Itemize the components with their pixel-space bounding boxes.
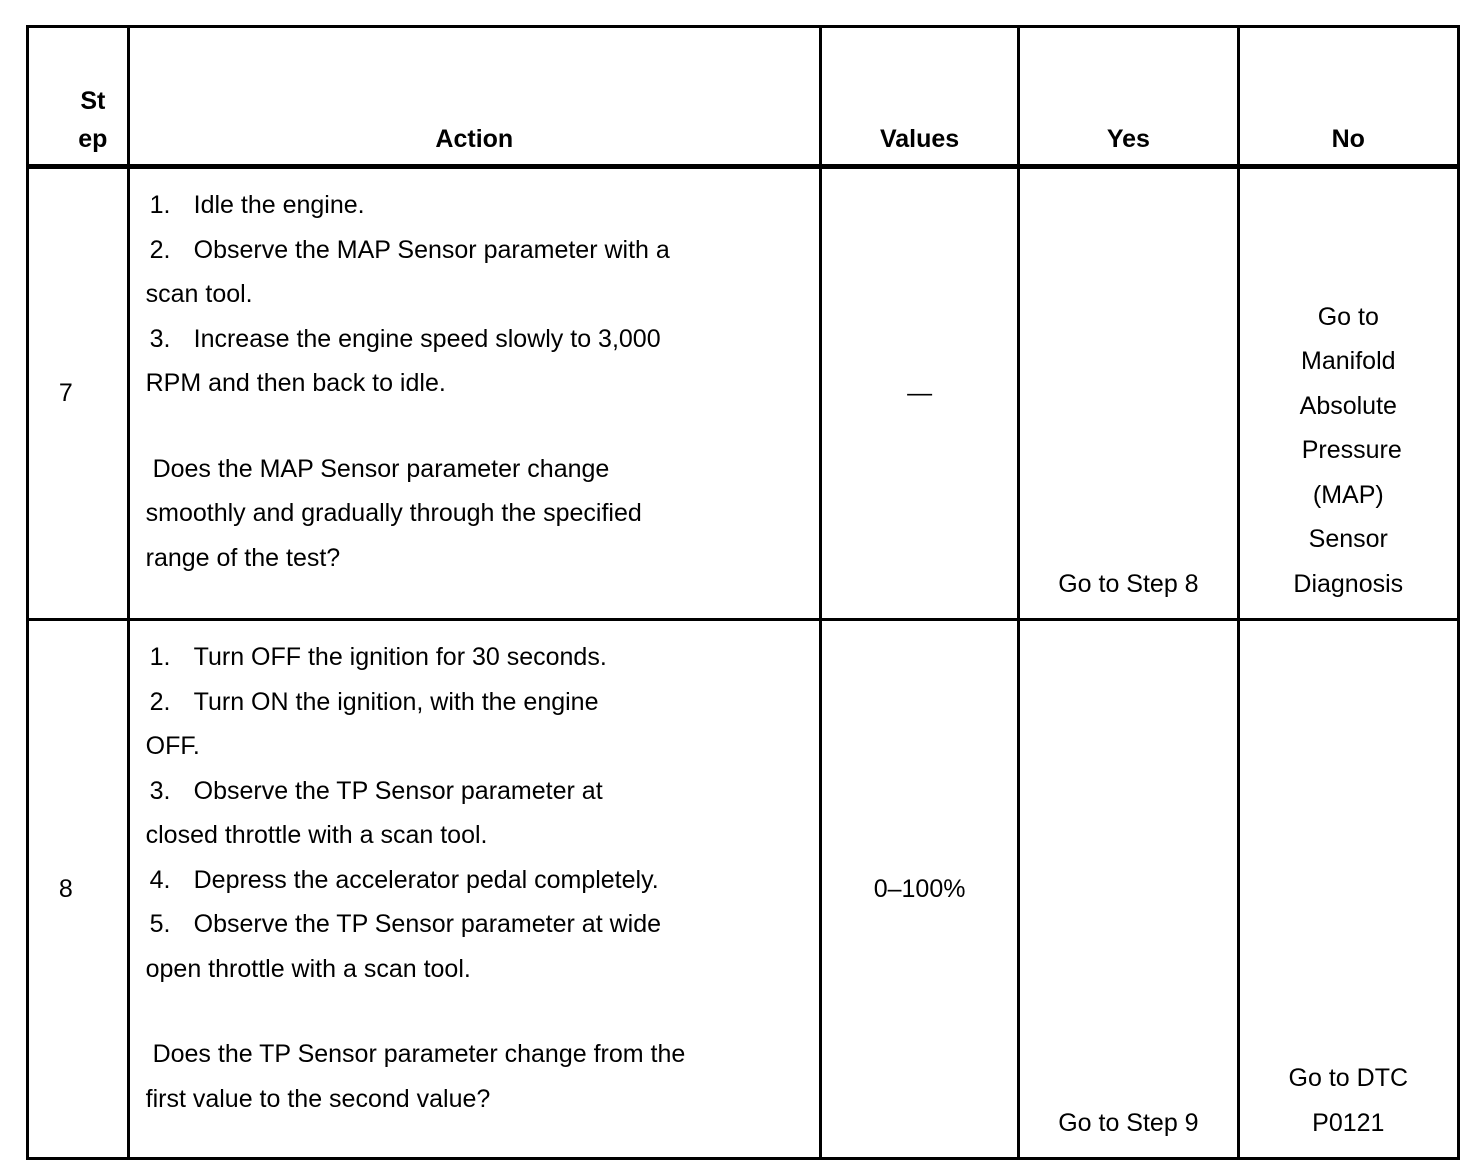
action-item-continuation: open throttle with a scan tool.	[145, 954, 471, 983]
action-question: Does the TP Sensor parameter change from the first value to the second value?	[145, 1040, 686, 1113]
values-cell: —	[820, 167, 1018, 620]
header-action: Action	[128, 27, 820, 167]
header-step: St ep	[28, 27, 129, 167]
action-question: Does the MAP Sensor parameter change smoothly and gradually through the specified range of the test?	[145, 454, 642, 572]
step-number: 8	[28, 620, 129, 1159]
yes-cell: Go to Step 8	[1019, 167, 1238, 620]
action-item-continuation: closed throttle with a scan tool.	[145, 821, 488, 849]
step-number: 7	[28, 167, 129, 620]
action-item: 1. Idle the engine.	[149, 191, 365, 219]
action-item: 3. Observe the TP Sensor parameter at	[149, 776, 603, 805]
values-cell: 0–100%	[820, 620, 1018, 1159]
action-item: 5. Observe the TP Sensor parameter at wide	[149, 910, 661, 938]
header-no: No	[1238, 27, 1458, 167]
header-row	[28, 27, 1459, 167]
table-row	[28, 167, 1459, 620]
table-row	[28, 620, 1459, 1159]
action-item-continuation: RPM and then back to idle.	[145, 369, 446, 397]
action-item: 1. Turn OFF the ignition for 30 seconds.	[149, 643, 607, 671]
action-cell	[128, 167, 820, 620]
action-cell	[128, 620, 820, 1159]
action-item: 3. Increase the engine speed slowly to 3,000	[149, 324, 661, 353]
header-values: Values	[820, 27, 1018, 167]
action-item: 2. Observe the MAP Sensor parameter with a	[149, 235, 670, 264]
action-item: 2. Turn ON the ignition, with the engine	[149, 687, 599, 716]
action-item-continuation: OFF.	[145, 732, 200, 760]
action-item: 4. Depress the accelerator pedal completely.	[149, 865, 659, 894]
action-item-continuation: scan tool.	[145, 280, 253, 308]
no-cell: Go to DTC P0121	[1238, 620, 1458, 1159]
diagnostic-table	[26, 25, 1460, 1160]
yes-cell: Go to Step 9	[1019, 620, 1238, 1159]
no-cell: Go to Manifold Absolute Pressure (MAP) Sensor Diagnosis	[1238, 167, 1458, 620]
header-yes: Yes	[1019, 27, 1238, 167]
